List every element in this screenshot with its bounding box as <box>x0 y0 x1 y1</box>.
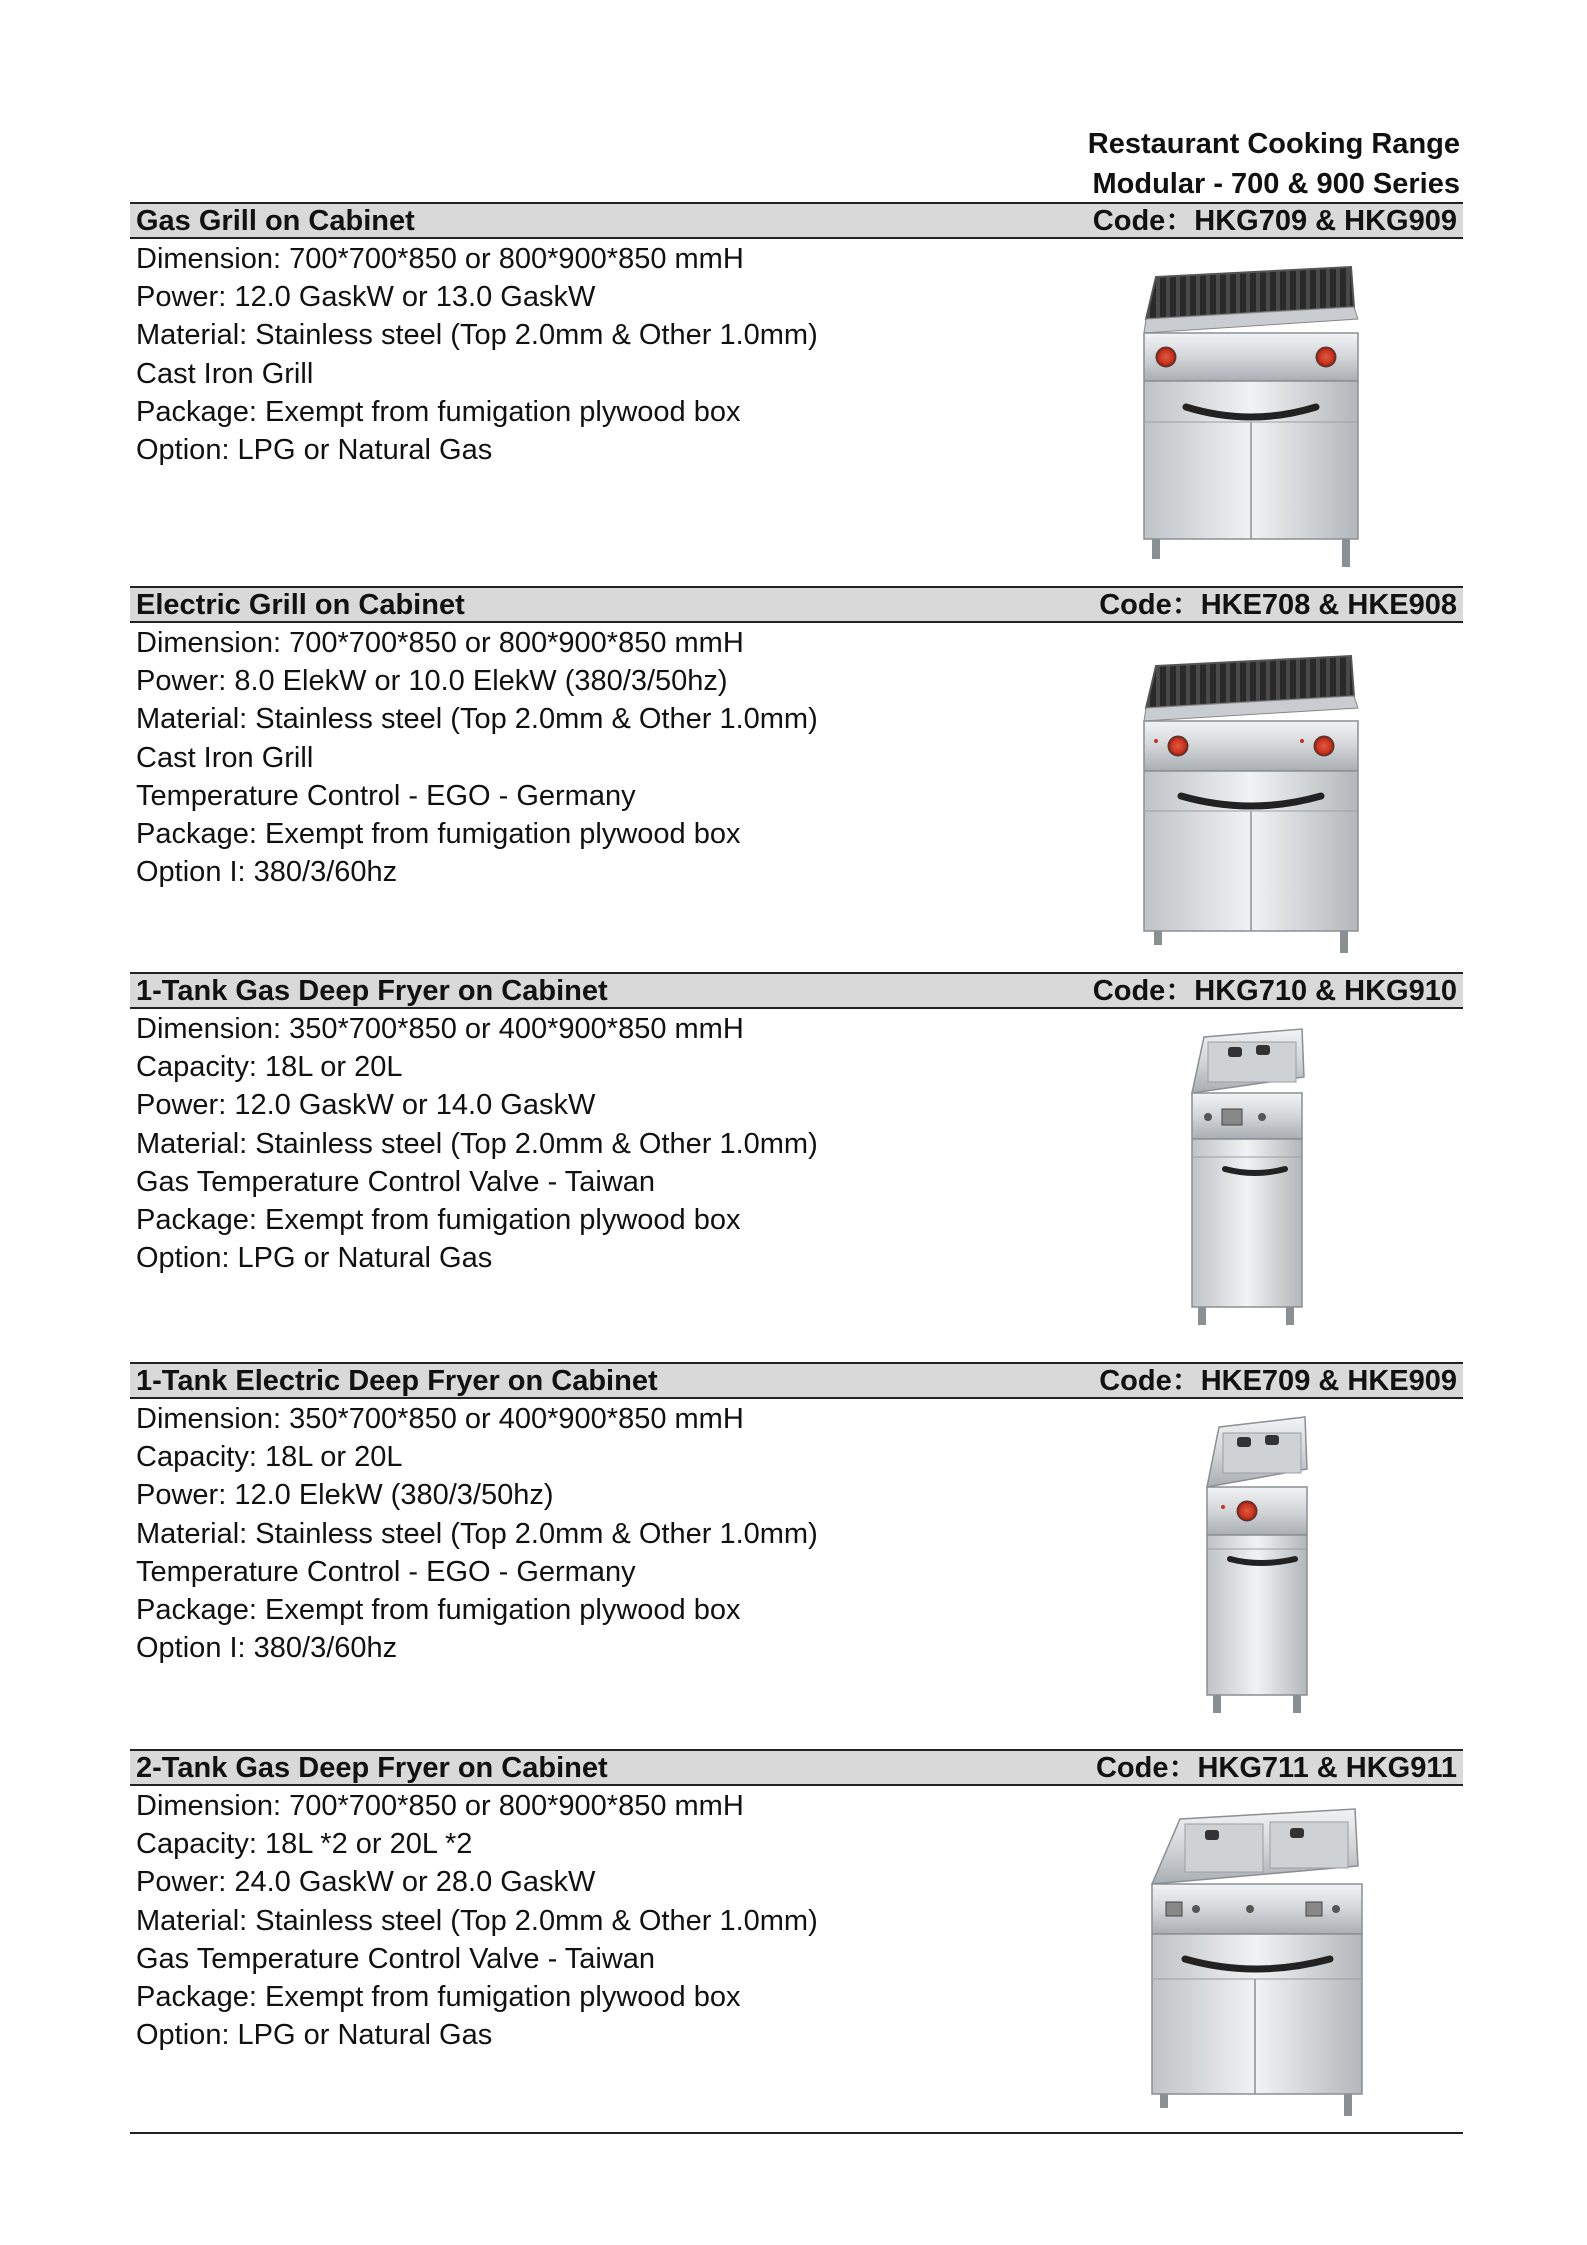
page-header-series: Modular - 700 & 900 Series <box>1092 168 1460 200</box>
product-title: Gas Grill on Cabinet <box>136 205 415 237</box>
product-code: Code：HKG711 & HKG911 <box>1095 1752 1457 1784</box>
spec-item: Package: Exempt from fumigation plywood box <box>136 395 741 428</box>
section-header-bar <box>130 202 1463 239</box>
spec-item: Package: Exempt from fumigation plywood box <box>136 1594 741 1627</box>
spec-item: Material: Stainless steel (Top 2.0mm & Other 1.0mm) <box>136 1904 818 1937</box>
product-section-electric-grill <box>130 586 1463 976</box>
product-title: 2-Tank Gas Deep Fryer on Cabinet <box>136 1752 608 1784</box>
spec-item: Option: LPG or Natural Gas <box>136 434 493 467</box>
product-code: Code：HKE709 & HKE909 <box>1099 1365 1457 1397</box>
spec-item: Option: LPG or Natural Gas <box>136 2019 493 2052</box>
spec-item: Package: Exempt from fumigation plywood box <box>136 1204 741 1237</box>
page-bottom-rule <box>130 2132 1463 2134</box>
spec-item: Option I: 380/3/60hz <box>136 856 398 889</box>
spec-list <box>136 240 818 469</box>
spec-item: Power: 24.0 GaskW or 28.0 GaskW <box>136 1866 596 1899</box>
electric-grill-image <box>1126 631 1366 956</box>
spec-item: Material: Stainless steel (Top 2.0mm & Other 1.0mm) <box>136 319 818 352</box>
product-section-gas-fryer-2tank <box>130 1749 1463 2139</box>
spec-item: Capacity: 18L or 20L <box>136 1441 403 1474</box>
section-header-bar <box>130 1362 1463 1399</box>
spec-list <box>136 1010 818 1277</box>
spec-item: Dimension: 350*700*850 or 400*900*850 mmH <box>136 1013 744 1045</box>
spec-item: Cast Iron Grill <box>136 741 314 774</box>
spec-item: Capacity: 18L *2 or 20L *2 <box>136 1828 473 1861</box>
section-header-bar <box>130 972 1463 1009</box>
spec-item: Dimension: 700*700*850 or 800*900*850 mmH <box>136 1790 744 1822</box>
product-title: 1-Tank Gas Deep Fryer on Cabinet <box>136 975 608 1007</box>
spec-item: Power: 8.0 ElekW or 10.0 ElekW (380/3/50hz) <box>136 665 728 698</box>
product-code: Code：HKG710 & HKG910 <box>1092 975 1457 1007</box>
spec-item: Capacity: 18L or 20L <box>136 1051 403 1084</box>
spec-item: Material: Stainless steel (Top 2.0mm & Other 1.0mm) <box>136 1127 818 1160</box>
spec-item: Material: Stainless steel (Top 2.0mm & Other 1.0mm) <box>136 703 818 736</box>
section-header-bar <box>130 586 1463 623</box>
spec-item: Package: Exempt from fumigation plywood box <box>136 818 741 851</box>
spec-item: Gas Temperature Control Valve - Taiwan <box>136 1165 656 1198</box>
spec-item: Power: 12.0 GaskW or 14.0 GaskW <box>136 1089 596 1122</box>
spec-list <box>136 624 818 891</box>
product-code: Code：HKG709 & HKG909 <box>1092 205 1457 237</box>
product-title: Electric Grill on Cabinet <box>136 589 465 621</box>
gas-grill-image <box>1126 247 1366 572</box>
product-section-electric-fryer-1tank <box>130 1362 1463 1752</box>
spec-list <box>136 1400 818 1667</box>
spec-item: Dimension: 700*700*850 or 800*900*850 mmH <box>136 243 744 275</box>
spec-item: Power: 12.0 GaskW or 13.0 GaskW <box>136 281 596 314</box>
spec-item: Dimension: 700*700*850 or 800*900*850 mmH <box>136 627 744 659</box>
spec-list <box>136 1787 818 2054</box>
product-title: 1-Tank Electric Deep Fryer on Cabinet <box>136 1365 658 1397</box>
spec-item: Gas Temperature Control Valve - Taiwan <box>136 1942 656 1975</box>
product-section-gas-fryer-1tank <box>130 972 1463 1362</box>
spec-item: Temperature Control - EGO - Germany <box>136 1555 636 1588</box>
gas-fryer-1tank-image <box>1170 1017 1320 1342</box>
spec-item: Cast Iron Grill <box>136 357 314 390</box>
product-section-gas-grill <box>130 202 1463 592</box>
spec-item: Temperature Control - EGO - Germany <box>136 779 636 812</box>
spec-item: Package: Exempt from fumigation plywood box <box>136 1981 741 2014</box>
spec-item: Option: LPG or Natural Gas <box>136 1242 493 1275</box>
page-header <box>1088 124 1460 204</box>
spec-item: Power: 12.0 ElekW (380/3/50hz) <box>136 1479 554 1512</box>
page-header-title: Restaurant Cooking Range <box>1087 128 1460 160</box>
gas-fryer-2tank-image <box>1130 1794 1370 2129</box>
product-code: Code：HKE708 & HKE908 <box>1099 589 1457 621</box>
spec-item: Dimension: 350*700*850 or 400*900*850 mmH <box>136 1403 744 1435</box>
spec-item: Material: Stainless steel (Top 2.0mm & Other 1.0mm) <box>136 1517 818 1550</box>
electric-fryer-1tank-image <box>1175 1407 1325 1732</box>
spec-item: Option I: 380/3/60hz <box>136 1632 398 1665</box>
section-header-bar <box>130 1749 1463 1786</box>
